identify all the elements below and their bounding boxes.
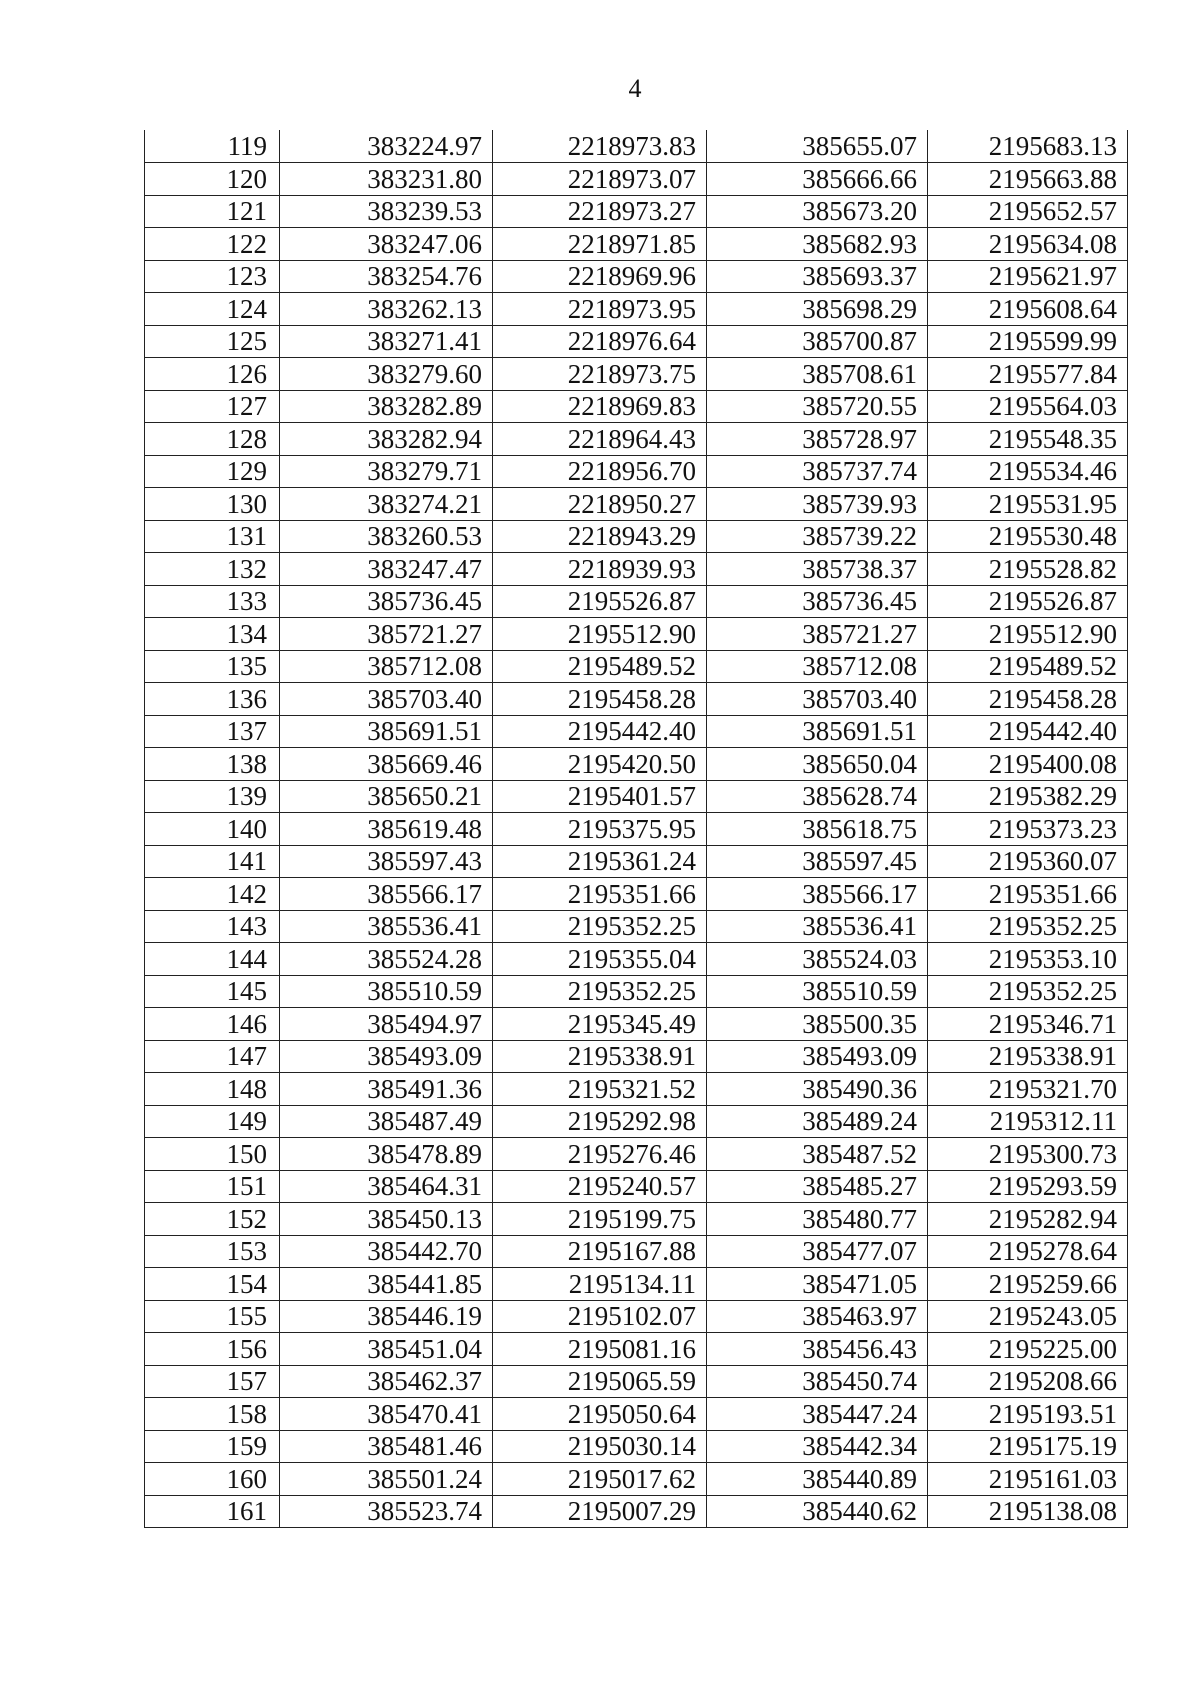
table-row: [145, 878, 1128, 911]
coord-y1-cell: 2195134.11: [493, 1268, 707, 1301]
point-number-cell: 131: [145, 520, 280, 553]
coord-y1-cell: 2218969.96: [493, 260, 707, 293]
coord-x2-cell: 385666.66: [707, 163, 928, 196]
coord-y2-cell: 2195634.08: [928, 228, 1128, 261]
coord-x2-cell: 385673.20: [707, 195, 928, 228]
point-number-cell: 143: [145, 910, 280, 943]
point-number-cell: 119: [145, 130, 280, 163]
coord-y2-cell: 2195351.66: [928, 878, 1128, 911]
coord-y1-cell: 2195065.59: [493, 1365, 707, 1398]
coord-x2-cell: 385655.07: [707, 130, 928, 163]
table-row: [145, 813, 1128, 846]
coord-y1-cell: 2195345.49: [493, 1008, 707, 1041]
coord-y1-cell: 2195199.75: [493, 1203, 707, 1236]
coord-x1-cell: 385691.51: [280, 715, 493, 748]
coord-y2-cell: 2195243.05: [928, 1300, 1128, 1333]
coord-x2-cell: 385650.04: [707, 748, 928, 781]
point-number-cell: 154: [145, 1268, 280, 1301]
coord-y1-cell: 2218939.93: [493, 553, 707, 586]
table-row: [145, 1170, 1128, 1203]
coord-y1-cell: 2218969.83: [493, 390, 707, 423]
coord-x2-cell: 385712.08: [707, 650, 928, 683]
coord-x1-cell: 385464.31: [280, 1170, 493, 1203]
table-row: [145, 455, 1128, 488]
coord-y1-cell: 2195007.29: [493, 1495, 707, 1528]
coord-y1-cell: 2218973.27: [493, 195, 707, 228]
coord-y1-cell: 2195458.28: [493, 683, 707, 716]
point-number-cell: 155: [145, 1300, 280, 1333]
coord-x1-cell: 385450.13: [280, 1203, 493, 1236]
coord-x1-cell: 385703.40: [280, 683, 493, 716]
coord-y2-cell: 2195526.87: [928, 585, 1128, 618]
coord-x2-cell: 385708.61: [707, 358, 928, 391]
table-body: [145, 130, 1128, 1528]
coord-y1-cell: 2195030.14: [493, 1430, 707, 1463]
table-row: [145, 325, 1128, 358]
table-row: [145, 1430, 1128, 1463]
table-row: [145, 618, 1128, 651]
point-number-cell: 135: [145, 650, 280, 683]
coord-y1-cell: 2195102.07: [493, 1300, 707, 1333]
point-number-cell: 142: [145, 878, 280, 911]
page-number: 4: [628, 74, 642, 103]
coord-x1-cell: 385501.24: [280, 1463, 493, 1496]
point-number-cell: 156: [145, 1333, 280, 1366]
coord-x1-cell: 385650.21: [280, 780, 493, 813]
point-number-cell: 145: [145, 975, 280, 1008]
coord-x2-cell: 385447.24: [707, 1398, 928, 1431]
coord-x2-cell: 385739.22: [707, 520, 928, 553]
point-number-cell: 151: [145, 1170, 280, 1203]
table-row: [145, 845, 1128, 878]
coord-y1-cell: 2195017.62: [493, 1463, 707, 1496]
table-row: [145, 1235, 1128, 1268]
point-number-cell: 146: [145, 1008, 280, 1041]
table-row: [145, 1138, 1128, 1171]
coord-x2-cell: 385463.97: [707, 1300, 928, 1333]
coord-y2-cell: 2195312.11: [928, 1105, 1128, 1138]
point-number-cell: 137: [145, 715, 280, 748]
coord-y1-cell: 2195489.52: [493, 650, 707, 683]
table-row: [145, 130, 1128, 163]
table-row: [145, 715, 1128, 748]
point-number-cell: 150: [145, 1138, 280, 1171]
point-number-cell: 148: [145, 1073, 280, 1106]
coord-y1-cell: 2195375.95: [493, 813, 707, 846]
coord-y2-cell: 2195599.99: [928, 325, 1128, 358]
coord-x1-cell: 385566.17: [280, 878, 493, 911]
table-row: [145, 975, 1128, 1008]
coord-x1-cell: 383282.94: [280, 423, 493, 456]
coord-x2-cell: 385490.36: [707, 1073, 928, 1106]
coord-x1-cell: 383260.53: [280, 520, 493, 553]
coord-x1-cell: 383247.06: [280, 228, 493, 261]
coord-y2-cell: 2195208.66: [928, 1365, 1128, 1398]
coord-x1-cell: 385491.36: [280, 1073, 493, 1106]
coord-y1-cell: 2218964.43: [493, 423, 707, 456]
coord-x1-cell: 383262.13: [280, 293, 493, 326]
coord-x2-cell: 385440.89: [707, 1463, 928, 1496]
coord-y1-cell: 2218973.83: [493, 130, 707, 163]
coord-y1-cell: 2218973.07: [493, 163, 707, 196]
point-number-cell: 125: [145, 325, 280, 358]
coord-y1-cell: 2218971.85: [493, 228, 707, 261]
coord-y1-cell: 2218973.95: [493, 293, 707, 326]
coord-x2-cell: 385739.93: [707, 488, 928, 521]
coord-y1-cell: 2195292.98: [493, 1105, 707, 1138]
coord-y2-cell: 2195564.03: [928, 390, 1128, 423]
table-row: [145, 780, 1128, 813]
coord-x2-cell: 385682.93: [707, 228, 928, 261]
coord-x1-cell: 383247.47: [280, 553, 493, 586]
coord-x1-cell: 385721.27: [280, 618, 493, 651]
table-row: [145, 293, 1128, 326]
coord-y2-cell: 2195400.08: [928, 748, 1128, 781]
point-number-cell: 159: [145, 1430, 280, 1463]
coord-y1-cell: 2195361.24: [493, 845, 707, 878]
coord-x2-cell: 385524.03: [707, 943, 928, 976]
coord-y1-cell: 2195420.50: [493, 748, 707, 781]
coord-x2-cell: 385566.17: [707, 878, 928, 911]
table-row: [145, 1463, 1128, 1496]
point-number-cell: 141: [145, 845, 280, 878]
coord-x1-cell: 385669.46: [280, 748, 493, 781]
point-number-cell: 128: [145, 423, 280, 456]
coord-x1-cell: 385494.97: [280, 1008, 493, 1041]
coord-y2-cell: 2195161.03: [928, 1463, 1128, 1496]
coord-y2-cell: 2195353.10: [928, 943, 1128, 976]
coord-y2-cell: 2195338.91: [928, 1040, 1128, 1073]
point-number-cell: 160: [145, 1463, 280, 1496]
coord-x2-cell: 385703.40: [707, 683, 928, 716]
coord-x2-cell: 385720.55: [707, 390, 928, 423]
coord-x2-cell: 385536.41: [707, 910, 928, 943]
table-row: [145, 488, 1128, 521]
coord-y2-cell: 2195663.88: [928, 163, 1128, 196]
coord-y1-cell: 2195352.25: [493, 975, 707, 1008]
coord-y1-cell: 2195338.91: [493, 1040, 707, 1073]
point-number-cell: 139: [145, 780, 280, 813]
table-row: [145, 260, 1128, 293]
coord-y1-cell: 2195081.16: [493, 1333, 707, 1366]
coord-x1-cell: 385523.74: [280, 1495, 493, 1528]
coord-x1-cell: 385481.46: [280, 1430, 493, 1463]
coord-y2-cell: 2195442.40: [928, 715, 1128, 748]
coord-x1-cell: 385619.48: [280, 813, 493, 846]
point-number-cell: 140: [145, 813, 280, 846]
table-row: [145, 1398, 1128, 1431]
coord-y2-cell: 2195531.95: [928, 488, 1128, 521]
table-row: [145, 910, 1128, 943]
coord-x2-cell: 385480.77: [707, 1203, 928, 1236]
coord-y2-cell: 2195577.84: [928, 358, 1128, 391]
coord-x1-cell: 385597.43: [280, 845, 493, 878]
coord-y2-cell: 2195360.07: [928, 845, 1128, 878]
table-row: [145, 1008, 1128, 1041]
coord-y2-cell: 2195300.73: [928, 1138, 1128, 1171]
coord-x2-cell: 385628.74: [707, 780, 928, 813]
point-number-cell: 130: [145, 488, 280, 521]
coord-x1-cell: 385510.59: [280, 975, 493, 1008]
coord-y1-cell: 2195276.46: [493, 1138, 707, 1171]
coord-y1-cell: 2195442.40: [493, 715, 707, 748]
coord-x2-cell: 385691.51: [707, 715, 928, 748]
point-number-cell: 158: [145, 1398, 280, 1431]
point-number-cell: 132: [145, 553, 280, 586]
point-number-cell: 121: [145, 195, 280, 228]
coord-y2-cell: 2195373.23: [928, 813, 1128, 846]
point-number-cell: 136: [145, 683, 280, 716]
coord-y1-cell: 2195526.87: [493, 585, 707, 618]
coord-x2-cell: 385597.45: [707, 845, 928, 878]
coord-y2-cell: 2195278.64: [928, 1235, 1128, 1268]
coord-x2-cell: 385500.35: [707, 1008, 928, 1041]
coord-x2-cell: 385450.74: [707, 1365, 928, 1398]
coord-x2-cell: 385471.05: [707, 1268, 928, 1301]
coord-x2-cell: 385477.07: [707, 1235, 928, 1268]
coord-x1-cell: 385442.70: [280, 1235, 493, 1268]
coord-x2-cell: 385737.74: [707, 455, 928, 488]
coord-x2-cell: 385485.27: [707, 1170, 928, 1203]
point-number-cell: 123: [145, 260, 280, 293]
coord-y1-cell: 2218973.75: [493, 358, 707, 391]
coordinates-table: [144, 130, 1128, 1528]
coord-y2-cell: 2195352.25: [928, 910, 1128, 943]
coord-y2-cell: 2195534.46: [928, 455, 1128, 488]
coord-y2-cell: 2195382.29: [928, 780, 1128, 813]
table-row: [145, 1495, 1128, 1528]
table-row: [145, 585, 1128, 618]
coord-x2-cell: 385721.27: [707, 618, 928, 651]
coord-x2-cell: 385493.09: [707, 1040, 928, 1073]
coord-x2-cell: 385456.43: [707, 1333, 928, 1366]
coord-x1-cell: 385524.28: [280, 943, 493, 976]
coord-y2-cell: 2195321.70: [928, 1073, 1128, 1106]
point-number-cell: 147: [145, 1040, 280, 1073]
coord-x1-cell: 385493.09: [280, 1040, 493, 1073]
coord-y1-cell: 2218976.64: [493, 325, 707, 358]
coord-y1-cell: 2218943.29: [493, 520, 707, 553]
table-row: [145, 1365, 1128, 1398]
coord-x1-cell: 385712.08: [280, 650, 493, 683]
table-row: [145, 195, 1128, 228]
table-row: [145, 390, 1128, 423]
coord-x1-cell: 383274.21: [280, 488, 493, 521]
table-row: [145, 1040, 1128, 1073]
coord-y2-cell: 2195512.90: [928, 618, 1128, 651]
coord-x1-cell: 385487.49: [280, 1105, 493, 1138]
table-row: [145, 1268, 1128, 1301]
coord-y1-cell: 2218956.70: [493, 455, 707, 488]
coord-x1-cell: 385478.89: [280, 1138, 493, 1171]
table-row: [145, 1203, 1128, 1236]
coord-y2-cell: 2195293.59: [928, 1170, 1128, 1203]
coord-y1-cell: 2195050.64: [493, 1398, 707, 1431]
point-number-cell: 122: [145, 228, 280, 261]
coord-x1-cell: 383282.89: [280, 390, 493, 423]
point-number-cell: 129: [145, 455, 280, 488]
point-number-cell: 149: [145, 1105, 280, 1138]
coord-y2-cell: 2195175.19: [928, 1430, 1128, 1463]
point-number-cell: 124: [145, 293, 280, 326]
table-row: [145, 1300, 1128, 1333]
coord-x1-cell: 383279.60: [280, 358, 493, 391]
table-row: [145, 553, 1128, 586]
coord-y2-cell: 2195458.28: [928, 683, 1128, 716]
coord-y2-cell: 2195282.94: [928, 1203, 1128, 1236]
coord-y2-cell: 2195621.97: [928, 260, 1128, 293]
coord-y2-cell: 2195530.48: [928, 520, 1128, 553]
coord-x2-cell: 385738.37: [707, 553, 928, 586]
coord-y2-cell: 2195652.57: [928, 195, 1128, 228]
coord-y2-cell: 2195346.71: [928, 1008, 1128, 1041]
coord-y1-cell: 2195401.57: [493, 780, 707, 813]
coord-y1-cell: 2195512.90: [493, 618, 707, 651]
coord-x1-cell: 385441.85: [280, 1268, 493, 1301]
point-number-cell: 126: [145, 358, 280, 391]
coord-x2-cell: 385487.52: [707, 1138, 928, 1171]
table-row: [145, 1073, 1128, 1106]
table-row: [145, 1105, 1128, 1138]
coord-x1-cell: 383279.71: [280, 455, 493, 488]
point-number-cell: 133: [145, 585, 280, 618]
coord-x1-cell: 385462.37: [280, 1365, 493, 1398]
table-row: [145, 943, 1128, 976]
point-number-cell: 161: [145, 1495, 280, 1528]
table-row: [145, 1333, 1128, 1366]
coord-y2-cell: 2195138.08: [928, 1495, 1128, 1528]
coord-x2-cell: 385510.59: [707, 975, 928, 1008]
coord-y2-cell: 2195489.52: [928, 650, 1128, 683]
table-row: [145, 520, 1128, 553]
coord-y1-cell: 2195355.04: [493, 943, 707, 976]
table-row: [145, 358, 1128, 391]
coord-x2-cell: 385440.62: [707, 1495, 928, 1528]
table-row: [145, 650, 1128, 683]
table-row: [145, 423, 1128, 456]
coord-x2-cell: 385693.37: [707, 260, 928, 293]
coord-x1-cell: 383254.76: [280, 260, 493, 293]
coord-x2-cell: 385489.24: [707, 1105, 928, 1138]
table-row: [145, 748, 1128, 781]
table-row: [145, 683, 1128, 716]
point-number-cell: 127: [145, 390, 280, 423]
coord-x1-cell: 385446.19: [280, 1300, 493, 1333]
coord-y2-cell: 2195548.35: [928, 423, 1128, 456]
point-number-cell: 144: [145, 943, 280, 976]
coord-x2-cell: 385442.34: [707, 1430, 928, 1463]
point-number-cell: 157: [145, 1365, 280, 1398]
coord-y2-cell: 2195528.82: [928, 553, 1128, 586]
coord-y2-cell: 2195352.25: [928, 975, 1128, 1008]
coord-y1-cell: 2195240.57: [493, 1170, 707, 1203]
coord-x1-cell: 383271.41: [280, 325, 493, 358]
coord-y2-cell: 2195193.51: [928, 1398, 1128, 1431]
coord-x2-cell: 385618.75: [707, 813, 928, 846]
point-number-cell: 120: [145, 163, 280, 196]
coord-x1-cell: 383224.97: [280, 130, 493, 163]
coord-y1-cell: 2218950.27: [493, 488, 707, 521]
coord-x2-cell: 385736.45: [707, 585, 928, 618]
coord-x1-cell: 385451.04: [280, 1333, 493, 1366]
point-number-cell: 152: [145, 1203, 280, 1236]
coord-x1-cell: 385470.41: [280, 1398, 493, 1431]
coord-x1-cell: 383239.53: [280, 195, 493, 228]
coord-y2-cell: 2195225.00: [928, 1333, 1128, 1366]
point-number-cell: 138: [145, 748, 280, 781]
coord-x2-cell: 385728.97: [707, 423, 928, 456]
point-number-cell: 134: [145, 618, 280, 651]
coord-y2-cell: 2195683.13: [928, 130, 1128, 163]
coord-y1-cell: 2195352.25: [493, 910, 707, 943]
coord-y2-cell: 2195608.64: [928, 293, 1128, 326]
coord-x1-cell: 383231.80: [280, 163, 493, 196]
coord-x1-cell: 385536.41: [280, 910, 493, 943]
coord-y1-cell: 2195351.66: [493, 878, 707, 911]
point-number-cell: 153: [145, 1235, 280, 1268]
coord-y1-cell: 2195167.88: [493, 1235, 707, 1268]
coord-y1-cell: 2195321.52: [493, 1073, 707, 1106]
table-row: [145, 163, 1128, 196]
coord-y2-cell: 2195259.66: [928, 1268, 1128, 1301]
coord-x2-cell: 385698.29: [707, 293, 928, 326]
coord-x2-cell: 385700.87: [707, 325, 928, 358]
table-row: [145, 228, 1128, 261]
coord-x1-cell: 385736.45: [280, 585, 493, 618]
